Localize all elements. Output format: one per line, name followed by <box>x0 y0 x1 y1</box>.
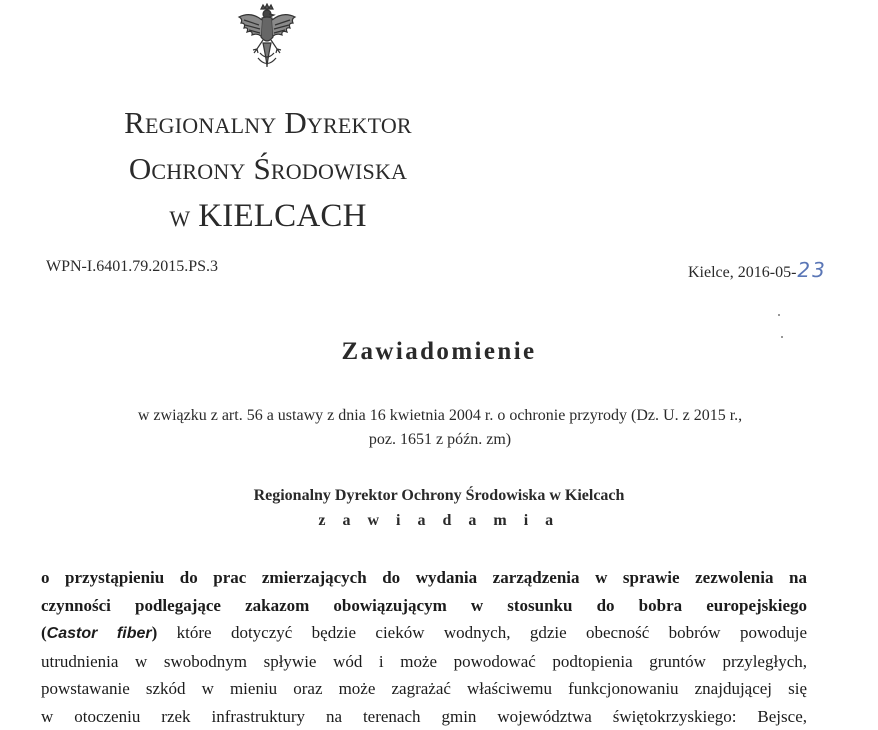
header-line-1: Regionalny Dyrektor <box>60 100 476 146</box>
body-line-4: utrudnienia w swobodnym spływie wód i może powodować podtopienia gruntów przyległych, <box>41 648 807 676</box>
document-date <box>688 258 827 282</box>
body-line-6: w otoczeniu rzek infrastruktury na terenach gmin województwa świętokrzyskiego: Bejsce, <box>41 703 807 730</box>
authority-block <box>0 483 878 533</box>
reference-number: WPN-I.6401.79.2015.PS.3 <box>46 258 218 276</box>
header-line-2: Ochrony Środowiska <box>60 146 476 192</box>
body-line-3-open: ( <box>41 623 47 642</box>
body-line-3-rest: które dotyczyć będzie cieków wodnych, gdzie obecność bobrów powoduje <box>157 623 807 642</box>
date-printed: Kielce, 2016-05- <box>688 264 796 281</box>
legal-basis-line-2: poz. 1651 z późn. zm) <box>50 428 830 452</box>
authority-name: Regionalny Dyrektor Ochrony Środowiska w Kielcach <box>0 483 878 508</box>
legal-basis-line-1: w związku z art. 56 a ustawy z dnia 16 kwietnia 2004 r. o ochronie przyrody (Dz. U. z 2015 r., <box>50 404 830 428</box>
body-line-3-close: ) <box>152 623 158 642</box>
species-latin-name: Castor fiber <box>47 625 152 642</box>
header-city: KIELCACH <box>198 198 366 234</box>
notice-body <box>41 564 807 730</box>
date-handwritten-day: 23 <box>797 258 826 282</box>
body-line-3 <box>41 619 807 648</box>
scan-speck <box>778 314 780 316</box>
issuer-header <box>60 100 476 240</box>
body-line-5: powstawanie szkód w mieniu oraz może zagrażać właściwemu funkcjonowaniu znajdującej się <box>41 675 807 703</box>
authority-verb: z a w i a d a m i a <box>0 508 878 533</box>
body-line-1: o przystąpieniu do prac zmierzających do wydania zarządzenia w sprawie zezwolenia na <box>41 564 807 592</box>
document-title: Zawiadomienie <box>0 338 878 366</box>
body-line-2: czynności podlegające zakazom obowiązującym w stosunku do bobra europejskiego <box>41 592 807 620</box>
legal-basis <box>50 404 830 452</box>
header-line-3-prefix: w <box>169 198 190 233</box>
header-line-3 <box>60 192 476 240</box>
polish-eagle-emblem-icon <box>233 3 301 71</box>
